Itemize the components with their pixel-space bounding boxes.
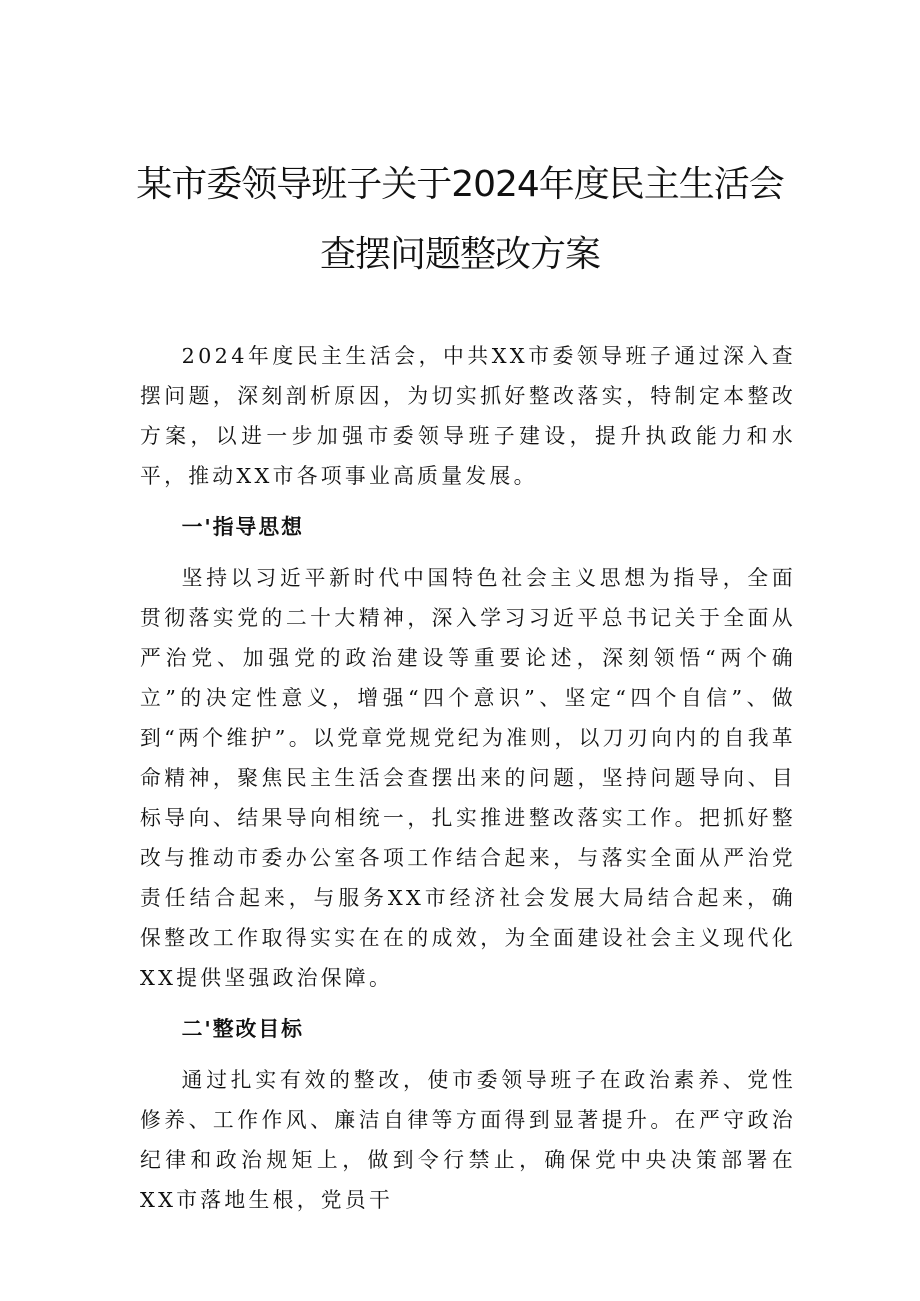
document-title-line-2: 查摆问题整改方案 <box>319 234 600 275</box>
document-body <box>140 336 796 1220</box>
spacer <box>140 998 796 1009</box>
spacer <box>140 496 796 507</box>
section-heading-guiding-ideology: 一'指导思想 <box>181 514 304 539</box>
section-body-rectification-goals: 通过扎实有效的整改，使市委领导班子在政治素养、党性修养、工作作风、廉洁自律等方面得到显著提升。在严守政治纪律和政治规矩上，做到令行禁止，确保党中央决策部署在XX市落地生根，党员干 <box>140 1068 796 1212</box>
section-body-guiding-ideology: 坚持以习近平新时代中国特色社会主义思想为指导，全面贯彻落实党的二十大精神，深入学习习近平总书记关于全面从严治党、加强党的政治建设等重要论述，深刻领悟“两个确立”的决定性意义，增强“四个意识”、坚定“四个自信”、做到“两个维护”。以党章党规党纪为准则，以刀刃向内的自我革命精神，聚焦民主生活会查摆出来的问题，坚持问题导向、目标导向、结果导向相统一，扎实推进整改落实工作。把抓好整改与推动市委办公室各项工作结合起来，与落实全面从严治党责任结合起来，与服务XX市经济社会发展大局结合起来，确保整改工作取得实实在在的成效，为全面建设社会主义现代化XX提供坚强政治保障。 <box>140 566 796 990</box>
spacer <box>140 547 796 558</box>
document-title-line-1: 某市委领导班子关于2024年度民主生活会 <box>136 164 784 205</box>
intro-paragraph: 2024年度民主生活会，中共XX市委领导班子通过深入查摆问题，深刻剖析原因，为切实抓好整改落实，特制定本整改方案，以进一步加强市委领导班子建设，提升执政能力和水平，推动XX市各项事业高质量发展。 <box>140 344 796 488</box>
section-heading-rectification-goals: 二'整改目标 <box>181 1016 304 1041</box>
spacer <box>140 1049 796 1060</box>
